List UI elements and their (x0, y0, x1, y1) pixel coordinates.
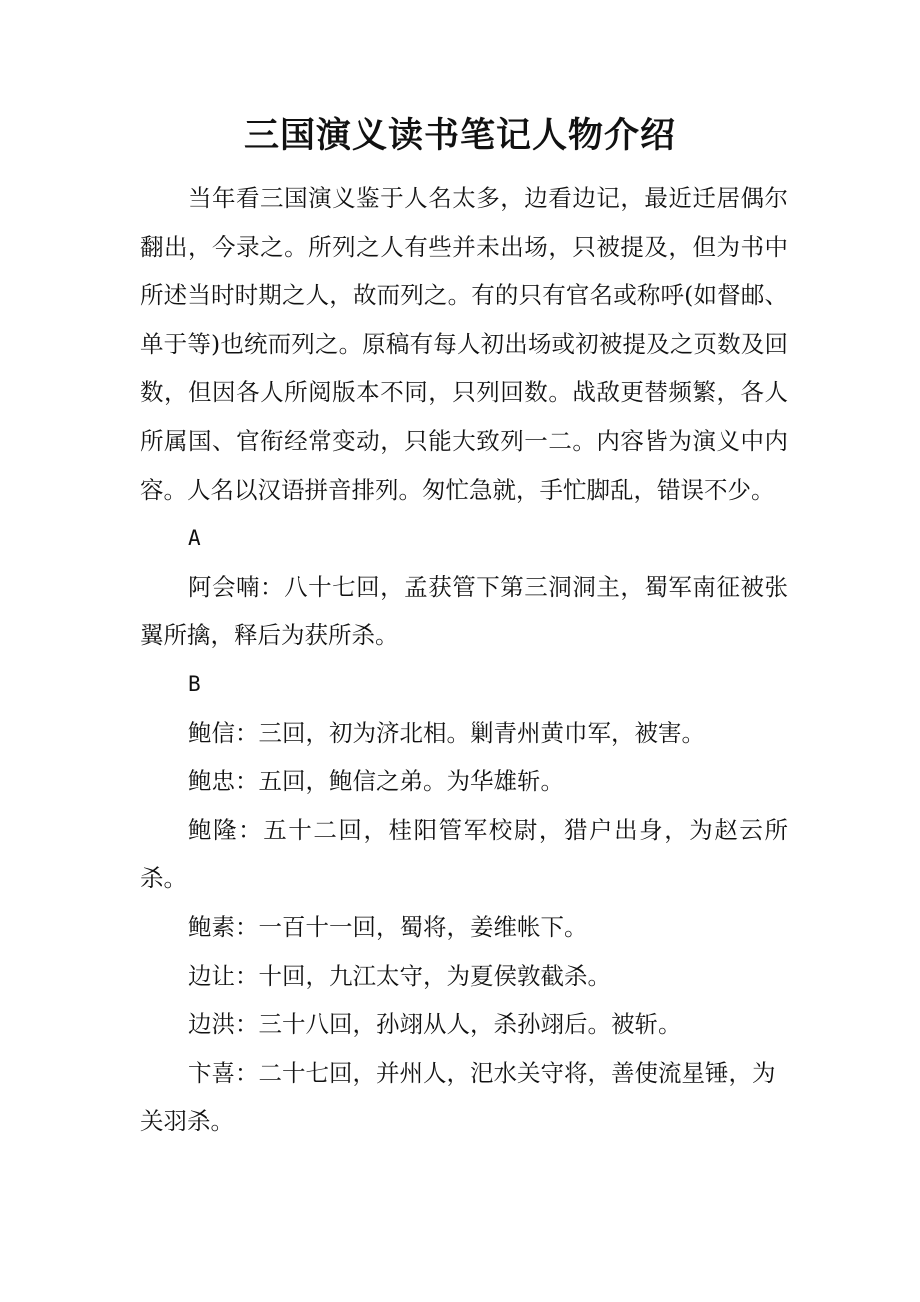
document-title: 三国演义读书笔记人物介绍 (243, 115, 676, 156)
entry-a-huinan: 阿会喃：八十七回，孟获管下第三洞洞主，蜀军南征被张翼所擒，释后为获所杀。 (140, 572, 788, 650)
section-letter-a: A (188, 526, 201, 551)
entry-bao-su: 鲍素：一百十一回，蜀将，姜维帐下。 (188, 912, 588, 941)
entry-bao-long: 鲍隆：五十二回，桂阳管军校尉，猎户出身，为赵云所杀。 (140, 815, 788, 893)
entry-bian-rang: 边让：十回，九江太守，为夏侯敦截杀。 (188, 961, 611, 990)
document-body (140, 174, 788, 1146)
section-letter-b: B (188, 671, 201, 696)
entry-bao-zhong: 鲍忠：五回，鲍信之弟。为华雄斩。 (188, 767, 564, 796)
intro-paragraph: 当年看三国演义鉴于人名太多，边看边记，最近迁居偶尔翻出，今录之。所列之人有些并未出场，只被提及，但为书中所述当时时期之人，故而列之。有的只有官名或称呼(如督邮、单于等)也统而列之。原稿有每人初出场或初被提及之页数及回数，但因各人所阅版本不同，只列回数。战敌更替频繁，各人所属国、官衔经常变动，只能大致列一二。内容皆为演义中内容。人名以汉语拼音排列。匆忙急就，手忙脚乱，错误不少。 (140, 184, 788, 504)
entry-bian-hong: 边洪：三十八回，孙翊从人，杀孙翊后。被斩。 (188, 1010, 682, 1039)
entry-bian-xi: 卞喜：二十七回，并州人，汜水关守将，善使流星锤，为关羽杀。 (140, 1058, 776, 1136)
entry-bao-xin: 鲍信：三回，初为济北相。剿青州黄巾军，被害。 (188, 718, 705, 747)
